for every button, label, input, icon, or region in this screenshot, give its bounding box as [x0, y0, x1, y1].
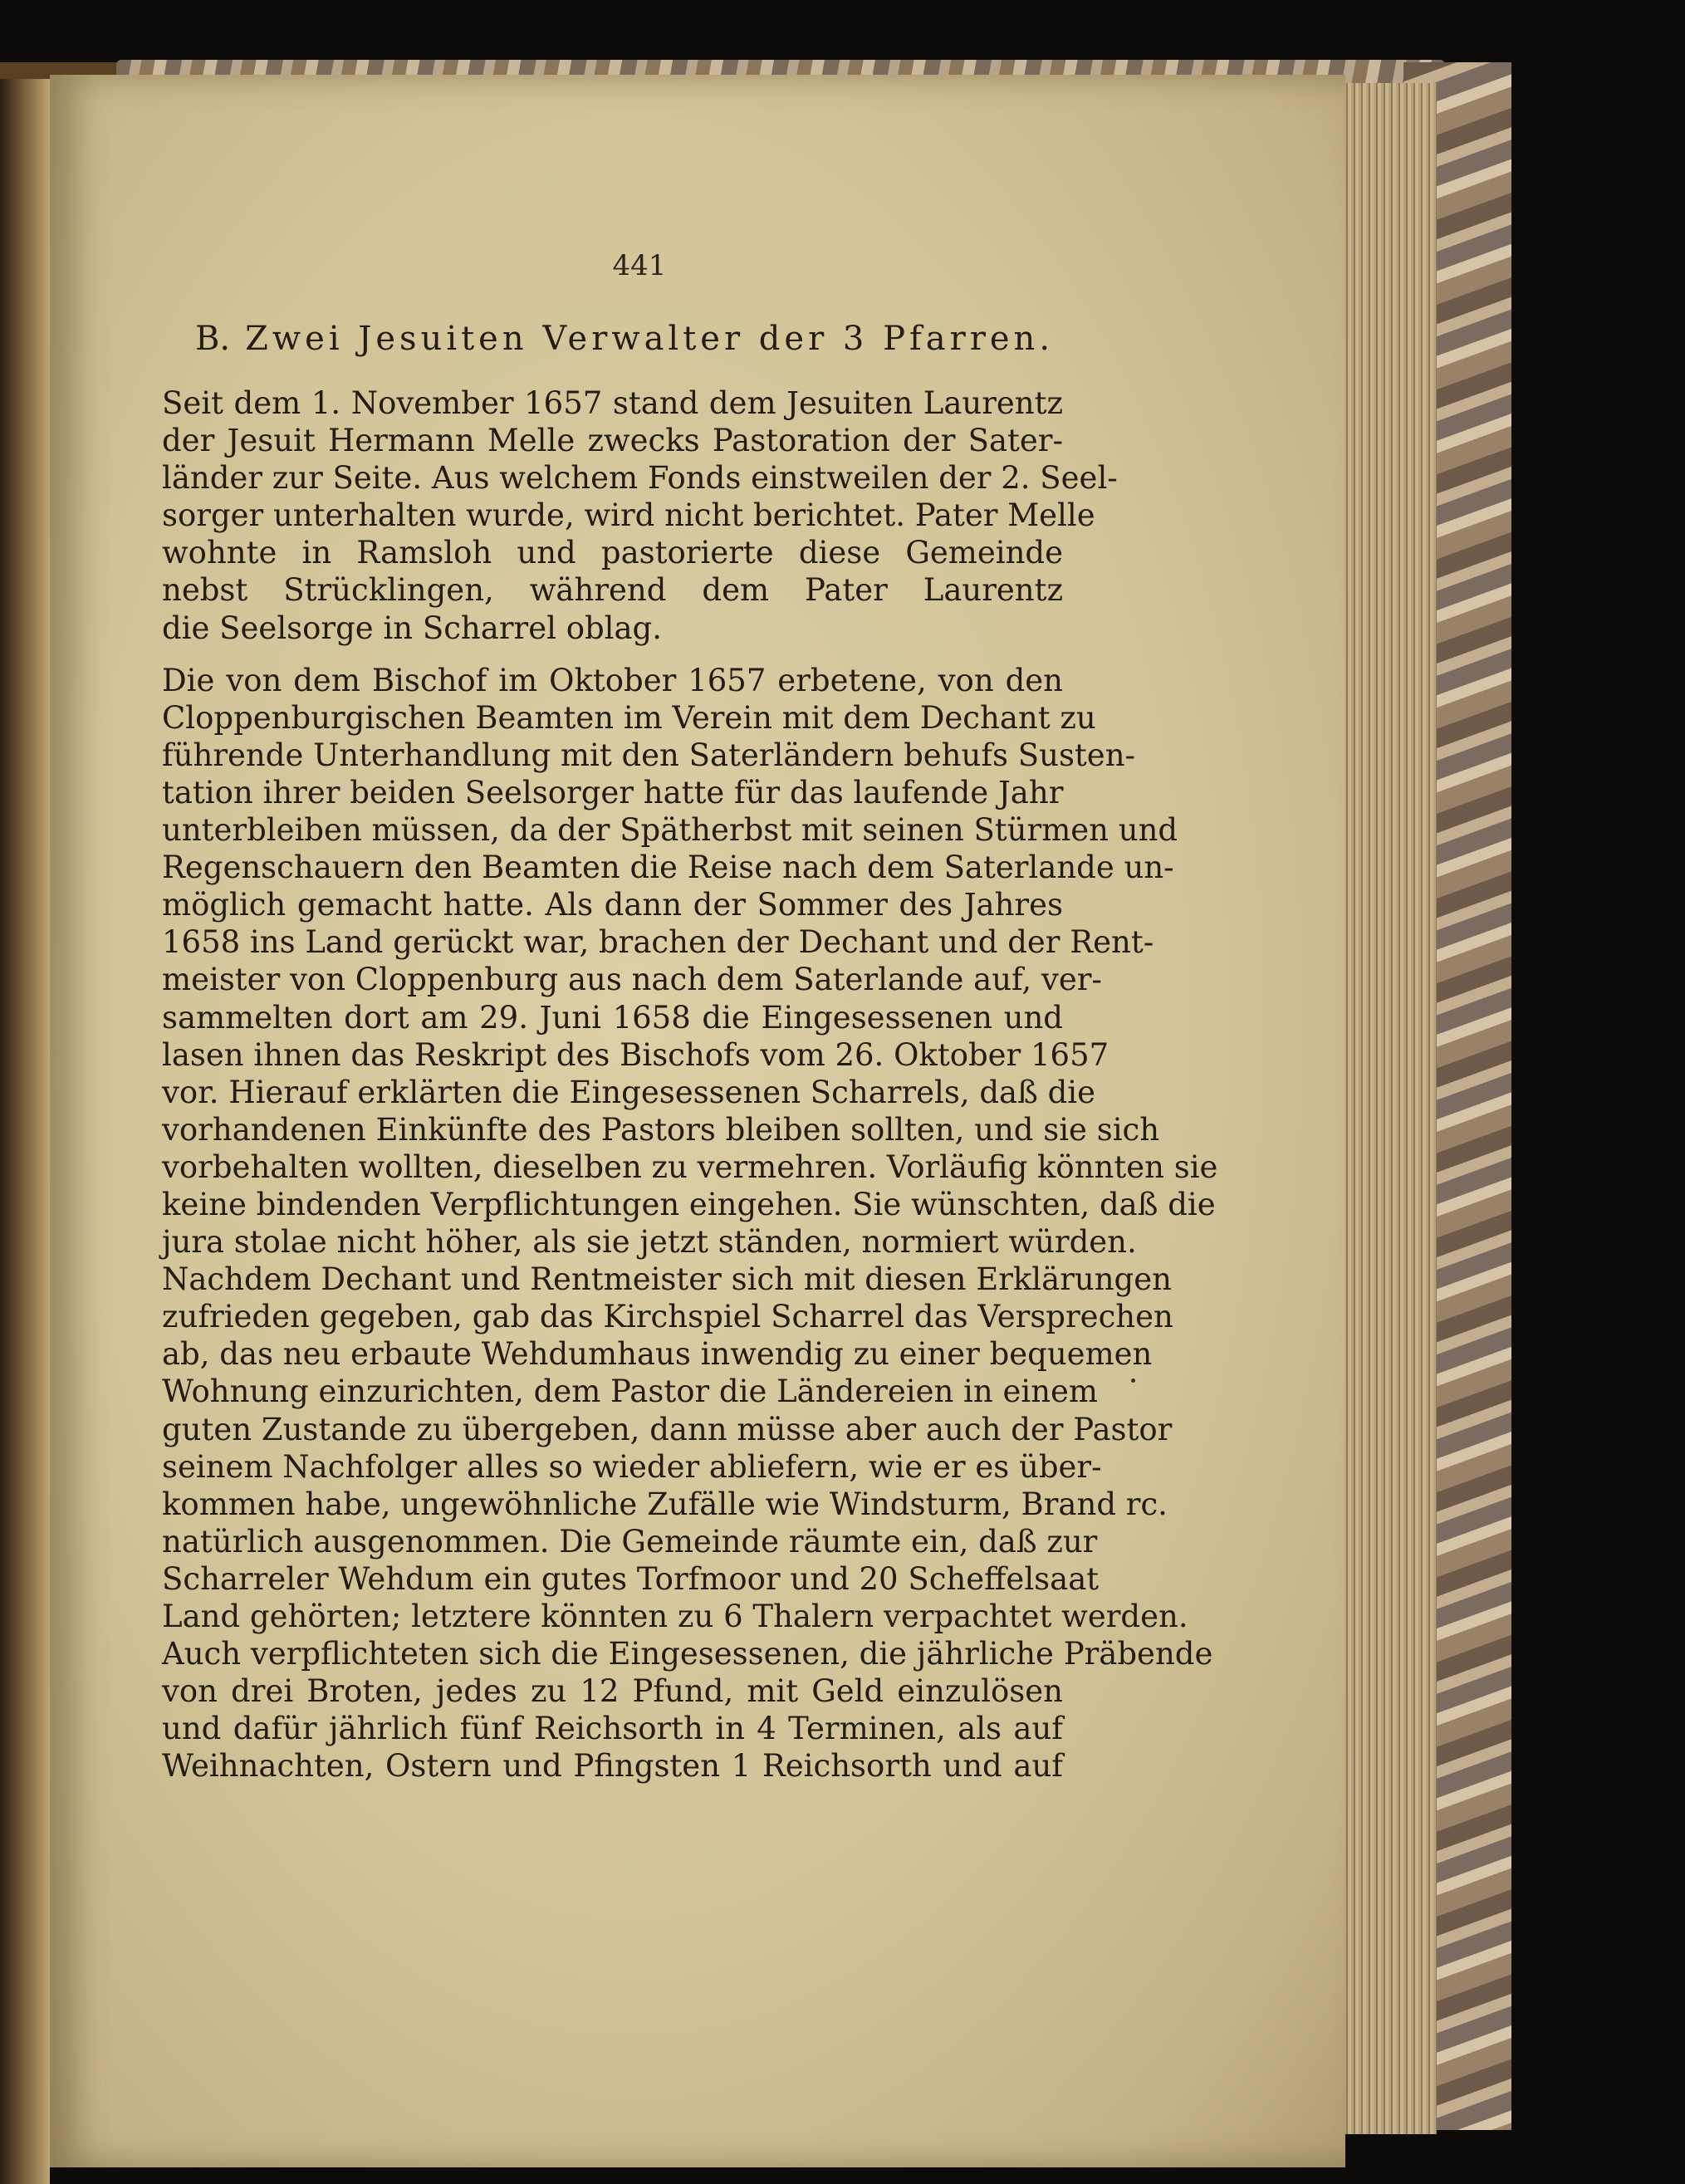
left-page-edge — [0, 79, 50, 2184]
body-text — [162, 384, 1218, 1785]
text-line: tation ihrer beiden Seelsorger hatte für das laufende Jahr — [162, 774, 1064, 810]
text-line: von drei Broten, jedes zu 12 Pfund, mit Geld einzulösen — [162, 1673, 1063, 1710]
text-line: keine bindenden Verpflichtungen eingehen. Sie wünschten, daß die — [162, 1186, 1216, 1222]
text-line: vor. Hierauf erklärten die Eingesessenen Scharrels, daß die — [162, 1074, 1096, 1110]
text-line: 1658 ins Land gerückt war, brachen der Dechant und der Rent- — [162, 924, 1154, 961]
text-line: lasen ihnen das Reskript des Bischofs vom 26. Oktober 1657 — [162, 1036, 1109, 1073]
text-line: zufrieden gegeben, gab das Kirchspiel Scharrel das Versprechen — [162, 1299, 1173, 1335]
text-line: Land gehörten; letztere könnten zu 6 Thalern verpachtet werden. — [162, 1599, 1188, 1634]
section-heading — [195, 320, 1059, 358]
text-line: Nachdem Dechant und Rentmeister sich mit diesen Erklärungen — [162, 1261, 1172, 1298]
text-line: ab, das neu erbaute Wehdumhaus inwendig zu einer bequemen — [162, 1336, 1153, 1373]
text-line: jura stolae nicht höher, als sie jetzt ständen, normiert würden. — [162, 1224, 1137, 1261]
paragraph-1 — [162, 384, 1118, 647]
text-line: nebst Strücklingen, während dem Pater Laurentz — [162, 572, 1063, 609]
text-line: Weihnachten, Ostern und Pfingsten 1 Reichsorth und auf — [162, 1748, 1063, 1785]
text-line: Regenschauern den Beamten die Reise nach dem Saterlande un- — [162, 850, 1174, 886]
text-line: Die von dem Bischof im Oktober 1657 erbetene, von den — [162, 662, 1063, 698]
text-line: vorbehalten wollten, dieselben zu vermehren. Vorläufig könnten sie — [162, 1148, 1218, 1185]
text-line: vorhandenen Einkünfte des Pastors bleiben sollten, und sie sich — [162, 1111, 1160, 1148]
text-line: Auch verpflichteten sich die Eingesessenen, die jährliche Präbende — [162, 1636, 1213, 1672]
text-line: führende Unterhandlung mit den Saterländern behufs Susten- — [162, 737, 1136, 773]
page-number: 441 — [612, 249, 667, 282]
margin-dot — [1131, 1378, 1135, 1383]
text-line: kommen habe, ungewöhnliche Zufälle wie Windsturm, Brand rc. — [162, 1486, 1168, 1522]
section-letter: B. — [195, 320, 231, 358]
text-line: Scharreler Wehdum ein gutes Torfmoor und 20 Scheffelsaat — [162, 1560, 1100, 1597]
text-line: meister von Cloppenburg aus nach dem Saterlande auf, ver- — [162, 962, 1102, 998]
section-title: Zwei Jesuiten Verwalter der 3 Pfarren. — [245, 320, 1055, 358]
text-line: Wohnung einzurichten, dem Pastor die Ländereien in einem — [162, 1374, 1099, 1410]
text-line: wohnte in Ramsloh und pastorierte diese Gemeinde — [162, 535, 1063, 571]
text-line: Cloppenburgischen Beamten im Verein mit dem Dechant zu — [162, 699, 1096, 736]
text-line: Seit dem 1. November 1657 stand dem Jesuiten Laurentz — [162, 385, 1063, 421]
text-line: und dafür jährlich fünf Reichsorth in 4 Terminen, als auf — [162, 1711, 1063, 1747]
text-line: möglich gemacht hatte. Als dann der Sommer des Jahres — [162, 887, 1063, 923]
text-line: sorger unterhalten wurde, wird nicht berichtet. Pater Melle — [162, 497, 1095, 534]
text-line: länder zur Seite. Aus welchem Fonds einstweilen der 2. Seel- — [162, 460, 1118, 497]
text-line: natürlich ausgenommen. Die Gemeinde räumte ein, daß zur — [162, 1523, 1098, 1560]
paragraph-2 — [162, 662, 1218, 1785]
text-line: der Jesuit Hermann Melle zwecks Pastoration der Sater- — [162, 423, 1063, 459]
text-line: unterbleiben müssen, da der Spätherbst mit seinen Stürmen und — [162, 812, 1178, 849]
text-line: seinem Nachfolger alles so wieder abliefern, wie er es über- — [162, 1448, 1102, 1485]
text-line: sammelten dort am 29. Juni 1658 die Eingesessenen und — [162, 999, 1063, 1036]
text-line: die Seelsorge in Scharrel oblag. — [162, 610, 662, 646]
text-line: guten Zustande zu übergeben, dann müsse aber auch der Pastor — [162, 1411, 1173, 1447]
